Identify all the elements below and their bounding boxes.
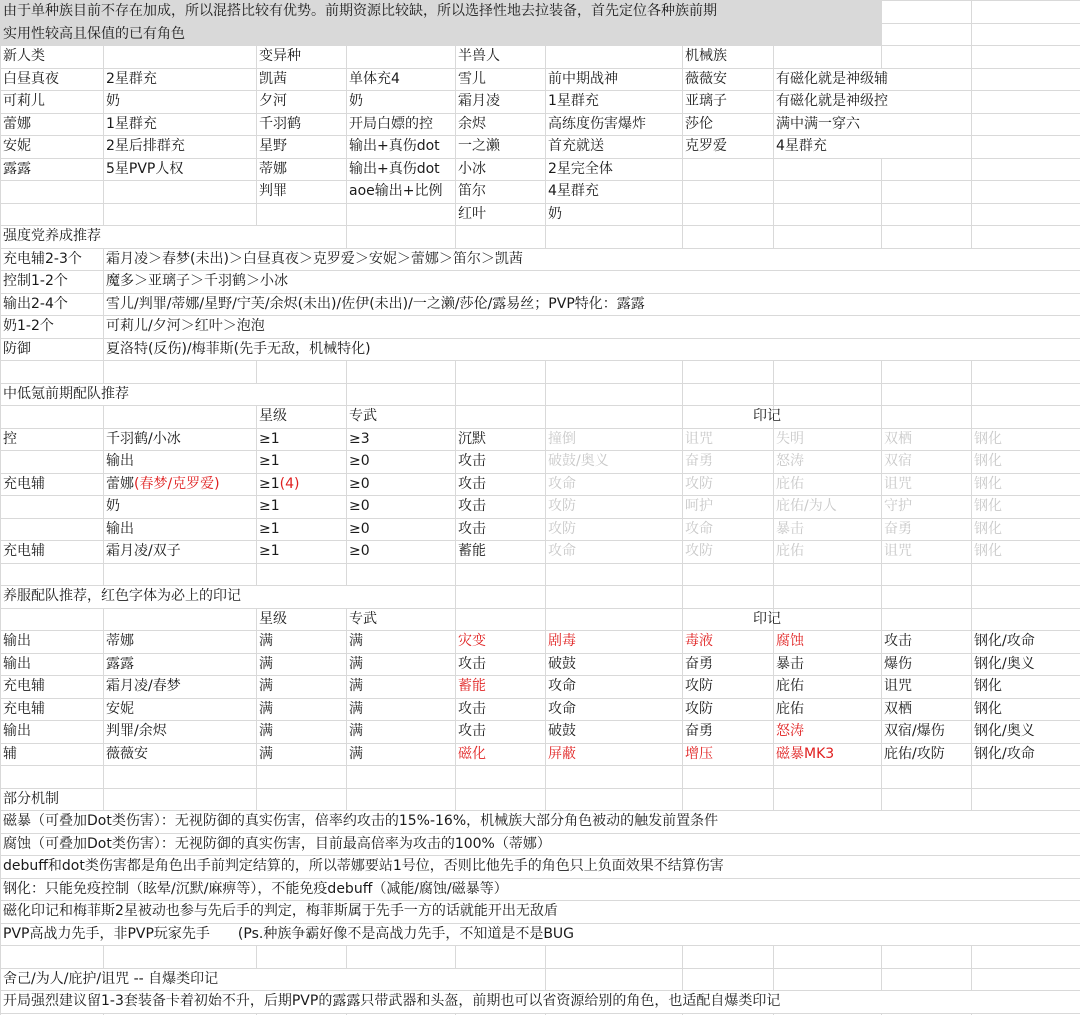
race-char-note: 有磁化就是神级辅 <box>776 71 888 87</box>
full-star: 满 <box>259 656 273 672</box>
full-role: 充电辅 <box>3 701 45 717</box>
race-char-name: 安妮 <box>3 138 31 154</box>
race-char-note: 开局白嫖的控 <box>349 116 433 132</box>
grid-row-line <box>0 450 1080 451</box>
tier-role: 奶1-2个 <box>3 318 54 334</box>
full-name: 判罪/余烬 <box>106 723 167 739</box>
low-seal-2: 撞倒 <box>548 431 576 447</box>
low-star-text: ≥1 <box>259 453 280 469</box>
race-title-mutant: 变异种 <box>259 48 301 64</box>
grid-row-line <box>0 698 1080 699</box>
grid-row-line <box>0 203 1080 204</box>
low-seal-3: 攻命 <box>685 521 713 537</box>
low-seal-2: 攻防 <box>548 498 576 514</box>
low-name <box>103 540 181 562</box>
low-role <box>0 518 3 540</box>
race-char-note: 5星PVP人权 <box>106 161 184 177</box>
low-seal-6: 钢化 <box>974 498 1002 514</box>
grid-row-line <box>0 495 1080 496</box>
low-seal-1: 沉默 <box>458 431 486 447</box>
low-name-alt: (春梦/克罗爱) <box>134 476 220 492</box>
low-star <box>256 495 280 517</box>
low-star <box>256 428 280 450</box>
race-char-name: 薇薇安 <box>685 71 727 87</box>
full-name: 薇薇安 <box>106 746 148 762</box>
mech-line: 钢化：只能免疫控制（眩晕/沉默/麻痹等），不能免疫debuff（减能/腐蚀/磁暴等） <box>3 881 508 897</box>
low-seal-1: 攻击 <box>458 498 486 514</box>
low-spec: ≥0 <box>349 453 370 469</box>
race-char-note: 奶 <box>106 93 120 109</box>
full-seal-3: 奋勇 <box>685 723 713 739</box>
full-star: 满 <box>259 723 273 739</box>
full-seal-1: 磁化 <box>458 746 486 762</box>
race-char-name: 判罪 <box>259 183 287 199</box>
full-seal-1: 攻击 <box>458 656 486 672</box>
race-char-name: 蕾娜 <box>3 116 31 132</box>
full-title: 养服配队推荐，红色字体为必上的印记 <box>3 588 241 604</box>
full-spec: 满 <box>349 678 363 694</box>
race-char-note: 4星群充 <box>776 138 827 154</box>
full-seal-4: 腐蚀 <box>776 633 804 649</box>
low-seal-2: 攻命 <box>548 543 576 559</box>
low-spec: ≥0 <box>349 543 370 559</box>
grid-row-line <box>0 518 1080 519</box>
low-name <box>103 473 220 495</box>
full-seal-4: 暴击 <box>776 656 804 672</box>
full-seal-5: 攻击 <box>884 633 912 649</box>
grid-row-line <box>0 563 1080 564</box>
race-char-name: 雪儿 <box>458 71 486 87</box>
full-seal-4: 怒涛 <box>776 723 804 739</box>
grid-row-line <box>0 608 1080 609</box>
full-seal-6: 钢化 <box>974 678 1002 694</box>
low-name <box>103 495 120 517</box>
low-name-text: 输出 <box>106 521 134 537</box>
race-char-note: 输出+真伤dot <box>349 161 440 177</box>
race-char-note: 高练度伤害爆炸 <box>548 116 646 132</box>
mech-line: 腐蚀（可叠加Dot类伤害）：无视防御的真实伤害，目前最高倍率为攻击的100%（蒂娜） <box>3 836 551 852</box>
race-title-mech: 机械族 <box>685 48 727 64</box>
tier-title: 强度党养成推荐 <box>3 228 101 244</box>
mech-line: 磁暴（可叠加Dot类伤害）：无视防御的真实伤害，倍率约攻击的15%-16%，机械族大部分角色被动的触发前置条件 <box>3 813 719 829</box>
full-seal-6: 钢化/攻命 <box>974 633 1035 649</box>
race-char-note: 1星群充 <box>106 116 157 132</box>
low-star-text: ≥1 <box>259 431 280 447</box>
race-char-note: 2星群充 <box>106 71 157 87</box>
race-char-name: 蒂娜 <box>259 161 287 177</box>
footer-line-1: 舍己/为人/庇护/诅咒 -- 自爆类印记 <box>3 971 219 987</box>
race-char-name: 余烬 <box>458 116 486 132</box>
low-star-alt: (4) <box>279 476 300 492</box>
tier-ranking: 魔多＞亚璃子＞千羽鹤＞小冰 <box>106 273 288 289</box>
mech-line: PVP高战力先手，非PVP玩家先手 (Ps.种族争霸好像不是高战力先手，不知道是不是BUG <box>3 926 575 942</box>
full-seal-1: 蓄能 <box>458 678 486 694</box>
full-name: 霜月凌/春梦 <box>106 678 181 694</box>
race-char-name: 露露 <box>3 161 31 177</box>
low-star-text: ≥1 <box>259 476 280 492</box>
full-role: 输出 <box>3 633 31 649</box>
full-seal-2: 破鼓 <box>548 723 576 739</box>
race-char-name: 克罗爱 <box>685 138 727 154</box>
full-seal-2: 破鼓 <box>548 656 576 672</box>
race-char-note: 前中期战神 <box>548 71 618 87</box>
race-char-name: 可莉儿 <box>3 93 45 109</box>
full-name: 安妮 <box>106 701 134 717</box>
intro-line-1: 由于单种族目前不存在加成，所以混搭比较有优势。前期资源比较缺，所以选择性地去拉装备，首先定位各种族前期 <box>3 3 717 19</box>
footer-line-2: 开局强烈建议留1-3套装备卡着初始不升，后期PVP的露露只带武器和头盔，前期也可以省资源给别的角色，也适配自爆类印记 <box>3 993 781 1009</box>
race-char-name: 千羽鹤 <box>259 116 301 132</box>
low-seal-6: 钢化 <box>974 543 1002 559</box>
low-seal-5: 双栖 <box>884 431 912 447</box>
low-header-star: 星级 <box>259 408 287 424</box>
mech-line: debuff和dot类伤害都是角色出手前判定结算的，所以蒂娜要站1号位，否则比他先手的角色只上负面效果不结算伤害 <box>3 858 724 874</box>
low-seal-5: 诅咒 <box>884 476 912 492</box>
low-name-text: 蕾娜 <box>106 476 134 492</box>
low-star <box>256 473 299 495</box>
low-name <box>103 450 134 472</box>
low-star-text: ≥1 <box>259 498 280 514</box>
full-spec: 满 <box>349 656 363 672</box>
full-role: 辅 <box>3 746 17 762</box>
full-seal-6: 钢化/攻命 <box>974 746 1035 762</box>
low-seal-4: 怒涛 <box>776 453 804 469</box>
low-seal-1: 攻击 <box>458 521 486 537</box>
low-seal-3: 诅咒 <box>685 431 713 447</box>
low-seal-5: 奋勇 <box>884 521 912 537</box>
full-seal-6: 钢化/奥义 <box>974 723 1035 739</box>
full-spec: 满 <box>349 633 363 649</box>
race-char-name: 星野 <box>259 138 287 154</box>
full-seal-5: 爆伤 <box>884 656 912 672</box>
low-role: 充电辅 <box>3 476 45 492</box>
low-role: 充电辅 <box>3 543 45 559</box>
low-name-text: 输出 <box>106 453 134 469</box>
low-role <box>0 495 3 517</box>
full-spec: 满 <box>349 746 363 762</box>
race-char-note: aoe输出+比例 <box>349 183 443 199</box>
grid-row-line <box>0 360 1080 361</box>
low-seal-3: 奋勇 <box>685 453 713 469</box>
full-role: 输出 <box>3 656 31 672</box>
full-header-spec: 专武 <box>349 611 377 627</box>
tier-ranking: 可莉儿/夕河＞红叶＞泡泡 <box>106 318 265 334</box>
race-title-human: 新人类 <box>3 48 45 64</box>
low-name <box>103 518 134 540</box>
low-star <box>256 540 280 562</box>
low-seal-4: 暴击 <box>776 521 804 537</box>
grid-row-line <box>0 653 1080 654</box>
race-char-note: 奶 <box>548 206 562 222</box>
grid-row-line <box>0 405 1080 406</box>
grid-row-line <box>0 1013 1080 1014</box>
low-spec: ≥3 <box>349 431 370 447</box>
low-spec: ≥0 <box>349 498 370 514</box>
low-seal-1: 蓄能 <box>458 543 486 559</box>
mech-line: 磁化印记和梅菲斯2星被动也参与先后手的判定，梅菲斯属于先手一方的话就能开出无敌盾 <box>3 903 558 919</box>
race-char-note: 首充就送 <box>548 138 604 154</box>
low-header-spec: 专武 <box>349 408 377 424</box>
low-role: 控 <box>3 431 17 447</box>
full-seal-2: 剧毒 <box>548 633 576 649</box>
tier-role: 输出2-4个 <box>3 296 68 312</box>
tier-ranking: 夏洛特(反伤)/梅菲斯(先手无敌，机械特化) <box>106 341 371 357</box>
race-char-note: 2星后排群充 <box>106 138 185 154</box>
full-seal-6: 钢化 <box>974 701 1002 717</box>
race-char-name: 霜月凌 <box>458 93 500 109</box>
race-char-name: 一之濑 <box>458 138 500 154</box>
full-seal-1: 攻击 <box>458 723 486 739</box>
low-seal-4: 失明 <box>776 431 804 447</box>
low-seal-2: 攻命 <box>548 476 576 492</box>
full-seal-6: 钢化/奥义 <box>974 656 1035 672</box>
full-seal-2: 屏蔽 <box>548 746 576 762</box>
race-char-note: 输出+真伤dot <box>349 138 440 154</box>
full-header-star: 星级 <box>259 611 287 627</box>
low-seal-2: 破鼓/奥义 <box>548 453 609 469</box>
tier-role: 充电辅2-3个 <box>3 251 82 267</box>
low-name-text: 奶 <box>106 498 120 514</box>
full-star: 满 <box>259 701 273 717</box>
race-char-name: 白昼真夜 <box>3 71 59 87</box>
full-name: 蒂娜 <box>106 633 134 649</box>
tier-role: 控制1-2个 <box>3 273 68 289</box>
grid-row-line <box>0 180 1080 181</box>
low-seal-3: 呵护 <box>685 498 713 514</box>
low-header-seal: 印记 <box>753 408 781 424</box>
full-seal-5: 双栖 <box>884 701 912 717</box>
low-seal-6: 钢化 <box>974 476 1002 492</box>
tier-ranking: 雪儿/判罪/蒂娜/星野/宁芙/余烬(未出)/佐伊(未出)/一之濑/莎伦/露易丝；PVP特化：露露 <box>106 296 645 312</box>
low-seal-5: 诅咒 <box>884 543 912 559</box>
grid-row-line <box>0 765 1080 766</box>
race-char-note: 满中满一穿六 <box>776 116 860 132</box>
intro-line-2: 实用性较高且保值的已有角色 <box>3 26 185 42</box>
full-seal-3: 攻防 <box>685 678 713 694</box>
low-seal-1: 攻击 <box>458 476 486 492</box>
low-name-text: 霜月凌/双子 <box>106 543 181 559</box>
grid-row-line <box>0 45 1080 46</box>
full-seal-1: 灾变 <box>458 633 486 649</box>
low-seal-3: 攻防 <box>685 476 713 492</box>
race-title-orc: 半兽人 <box>458 48 500 64</box>
race-char-note: 1星群充 <box>548 93 599 109</box>
low-seal-5: 双宿 <box>884 453 912 469</box>
low-seal-3: 攻防 <box>685 543 713 559</box>
full-seal-1: 攻击 <box>458 701 486 717</box>
low-seal-1: 攻击 <box>458 453 486 469</box>
race-char-name: 笛尔 <box>458 183 486 199</box>
race-char-name: 凯茜 <box>259 71 287 87</box>
full-seal-3: 攻防 <box>685 701 713 717</box>
full-seal-3: 奋勇 <box>685 656 713 672</box>
full-star: 满 <box>259 633 273 649</box>
full-star: 满 <box>259 746 273 762</box>
tier-role: 防御 <box>3 341 31 357</box>
full-seal-2: 攻命 <box>548 701 576 717</box>
race-char-note: 奶 <box>349 93 363 109</box>
low-seal-4: 庇佑/为人 <box>776 498 837 514</box>
full-seal-5: 诅咒 <box>884 678 912 694</box>
grid-row-line <box>0 630 1080 631</box>
low-seal-2: 攻防 <box>548 521 576 537</box>
low-seal-4: 庇佑 <box>776 476 804 492</box>
race-char-note: 单体充4 <box>349 71 400 87</box>
tier-ranking: 霜月凌＞春梦(未出)＞白昼真夜＞克罗爱＞安妮＞蕾娜＞笛尔＞凯茜 <box>106 251 523 267</box>
low-name-text: 千羽鹤/小冰 <box>106 431 181 447</box>
full-spec: 满 <box>349 701 363 717</box>
low-spec: ≥0 <box>349 521 370 537</box>
low-star-text: ≥1 <box>259 543 280 559</box>
low-seal-6: 钢化 <box>974 431 1002 447</box>
race-char-note: 2星完全体 <box>548 161 613 177</box>
low-title: 中低氪前期配队推荐 <box>3 386 129 402</box>
full-star: 满 <box>259 678 273 694</box>
full-seal-3: 毒液 <box>685 633 713 649</box>
full-name: 露露 <box>106 656 134 672</box>
race-char-name: 亚璃子 <box>685 93 727 109</box>
full-seal-3: 增压 <box>685 746 713 762</box>
low-seal-6: 钢化 <box>974 521 1002 537</box>
low-star-text: ≥1 <box>259 521 280 537</box>
race-char-note: 有磁化就是神级控 <box>776 93 888 109</box>
full-seal-4: 磁暴MK3 <box>776 746 835 762</box>
grid-row-line <box>0 945 1080 946</box>
low-star <box>256 450 280 472</box>
full-header-seal: 印记 <box>753 611 781 627</box>
grid-row-line <box>0 788 1080 789</box>
low-seal-4: 庇佑 <box>776 543 804 559</box>
low-role <box>0 450 3 472</box>
low-star <box>256 518 280 540</box>
low-spec: ≥0 <box>349 476 370 492</box>
full-seal-5: 庇佑/攻防 <box>884 746 945 762</box>
race-char-note: 4星群充 <box>548 183 599 199</box>
low-name <box>103 428 181 450</box>
race-char-name: 小冰 <box>458 161 486 177</box>
full-seal-4: 庇佑 <box>776 678 804 694</box>
full-spec: 满 <box>349 723 363 739</box>
low-seal-6: 钢化 <box>974 453 1002 469</box>
full-role: 输出 <box>3 723 31 739</box>
full-seal-4: 庇佑 <box>776 701 804 717</box>
full-role: 充电辅 <box>3 678 45 694</box>
mech-title: 部分机制 <box>3 791 59 807</box>
low-seal-5: 守护 <box>884 498 912 514</box>
full-seal-5: 双宿/爆伤 <box>884 723 945 739</box>
race-char-name: 红叶 <box>458 206 486 222</box>
race-char-name: 夕河 <box>259 93 287 109</box>
full-seal-2: 攻命 <box>548 678 576 694</box>
race-char-name: 莎伦 <box>685 116 713 132</box>
